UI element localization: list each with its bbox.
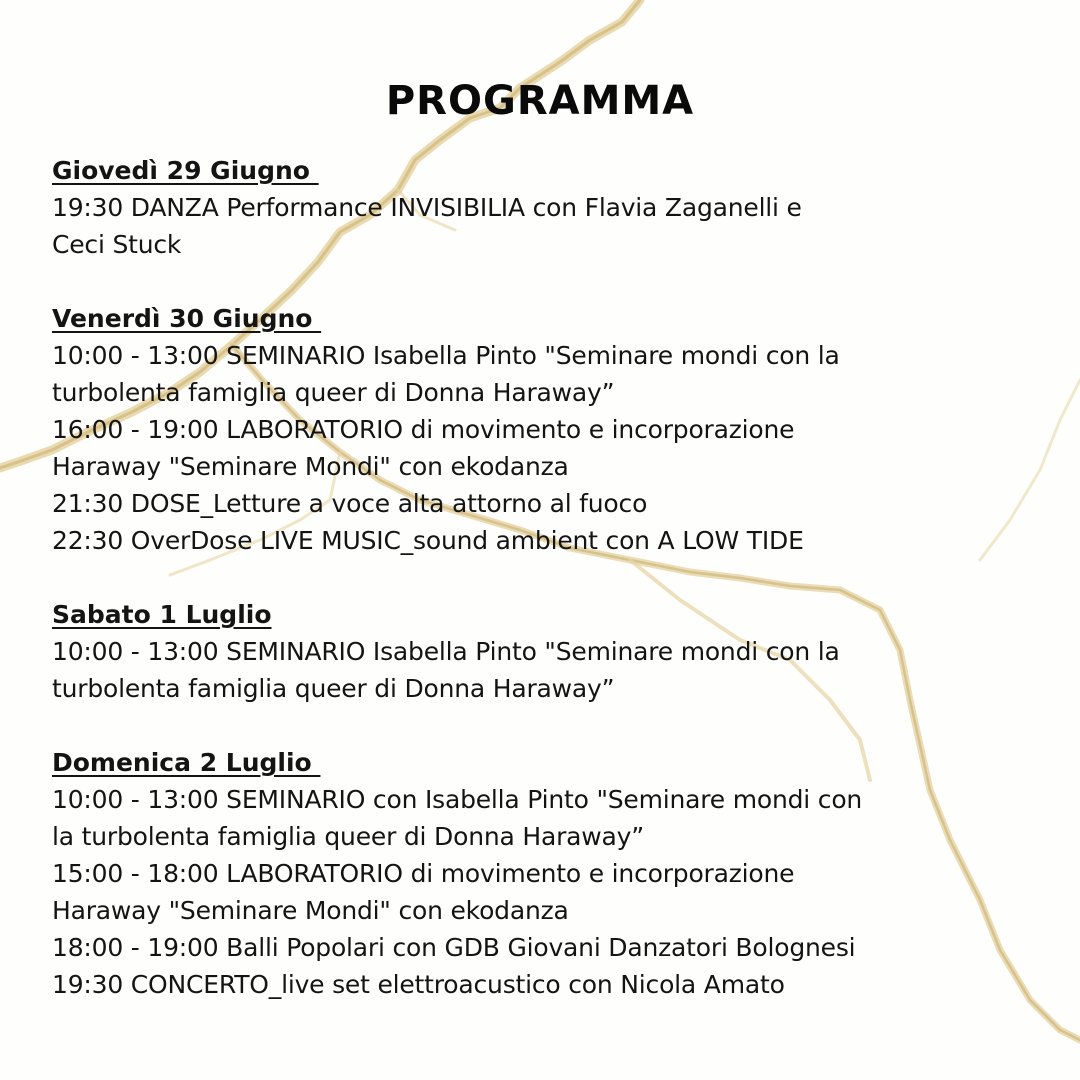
day-heading: Venerdì 30 Giugno (52, 304, 322, 333)
day-section (52, 300, 1042, 559)
event-line: 15:00 - 18:00 LABORATORIO di movimento e incorporazione (52, 859, 795, 888)
day-heading: Giovedì 29 Giugno (52, 156, 319, 185)
event-line: 10:00 - 13:00 SEMINARIO Isabella Pinto "Seminare mondi con la (52, 341, 840, 370)
event-line: Ceci Stuck (52, 230, 182, 259)
event-line: la turbolenta famiglia queer di Donna Haraway” (52, 822, 644, 851)
event-line: 18:00 - 19:00 Balli Popolari con GDB Giovani Danzatori Bolognesi (52, 933, 856, 962)
event-line: Haraway "Seminare Mondi" con ekodanza (52, 896, 569, 925)
day-section (52, 596, 1042, 707)
event-line: 19:30 CONCERTO_live set elettroacustico con Nicola Amato (52, 970, 785, 999)
event-line: 22:30 OverDose LIVE MUSIC_sound ambient con A LOW TIDE (52, 526, 804, 555)
page-title: PROGRAMMA (385, 78, 695, 124)
day-heading: Domenica 2 Luglio (52, 748, 321, 777)
event-line: turbolenta famiglia queer di Donna Haraway” (52, 378, 615, 407)
event-line: 19:30 DANZA Performance INVISIBILIA con Flavia Zaganelli e (52, 193, 802, 222)
event-line: turbolenta famiglia queer di Donna Haraway” (52, 674, 615, 703)
event-line: Haraway "Seminare Mondi" con ekodanza (52, 452, 569, 481)
event-line: 16:00 - 19:00 LABORATORIO di movimento e incorporazione (52, 415, 795, 444)
event-line: 21:30 DOSE_Letture a voce alta attorno al fuoco (52, 489, 648, 518)
event-line: 10:00 - 13:00 SEMINARIO Isabella Pinto "Seminare mondi con la (52, 637, 840, 666)
day-heading: Sabato 1 Luglio (52, 600, 272, 629)
event-line: 10:00 - 13:00 SEMINARIO con Isabella Pinto "Seminare mondi con (52, 785, 863, 814)
day-section (52, 152, 1042, 263)
day-section (52, 744, 1042, 1003)
